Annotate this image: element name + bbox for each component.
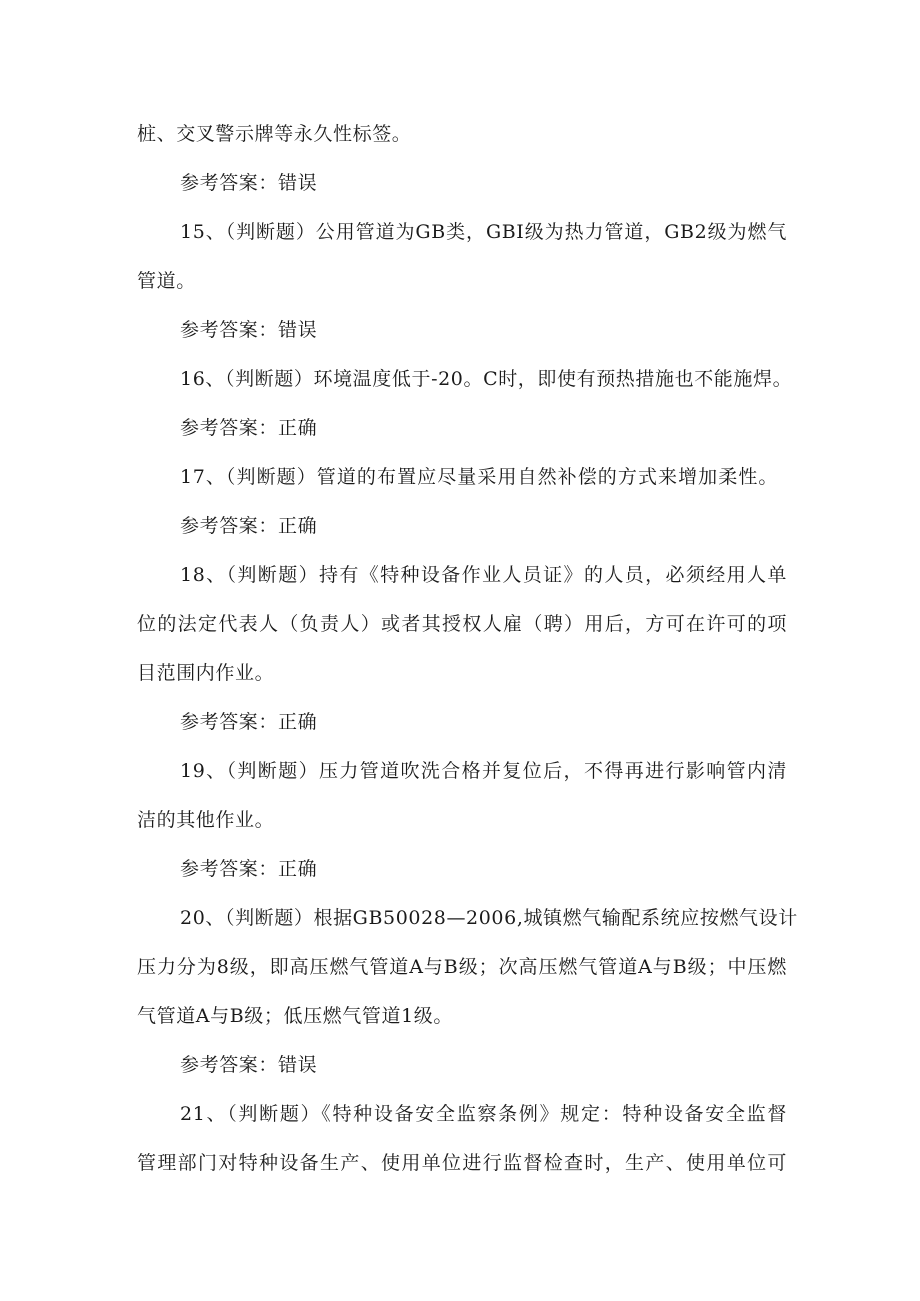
question-20-line-2: 压力分为8级，即高压燃气管道A与B级；次高压燃气管道A与B级；中压燃 [137, 956, 787, 978]
answer-line: 参考答案：正确 [180, 417, 318, 439]
question-16-line-1: 16、（判断题）环境温度低于-20。C时，即使有预热措施也不能施焊。 [180, 368, 793, 390]
answer-line: 参考答案：错误 [180, 319, 318, 341]
answer-line: 参考答案：错误 [180, 1054, 318, 1076]
answer-line: 参考答案：正确 [180, 711, 318, 733]
question-20-line-1: 20、（判断题）根据GB50028—2006,城镇燃气输配系统应按燃气设计 [180, 907, 798, 929]
question-21-line-1: 21、（判断题）《特种设备安全监察条例》规定：特种设备安全监督 [180, 1103, 787, 1125]
question-21-line-2: 管理部门对特种设备生产、使用单位进行监督检查时，生产、使用单位可 [137, 1152, 787, 1174]
text-line-continuation: 桩、交叉警示牌等永久性标签。 [137, 123, 412, 145]
answer-line: 参考答案：正确 [180, 515, 318, 537]
question-20-line-3: 气管道A与B级；低压燃气管道1级。 [137, 1005, 453, 1027]
question-19-line-2: 洁的其他作业。 [137, 809, 275, 831]
answer-line: 参考答案：正确 [180, 858, 318, 880]
question-18-line-3: 目范围内作业。 [137, 662, 275, 684]
question-17-line-1: 17、（判断题）管道的布置应尽量采用自然补偿的方式来增加柔性。 [180, 466, 778, 488]
answer-line: 参考答案：错误 [180, 172, 318, 194]
question-18-line-2: 位的法定代表人（负责人）或者其授权人雇（聘）用后，方可在许可的项 [137, 613, 787, 635]
question-15-line-1: 15、（判断题）公用管道为GB类，GBI级为热力管道，GB2级为燃气 [180, 221, 787, 243]
question-19-line-1: 19、（判断题）压力管道吹洗合格并复位后，不得再进行影响管内清 [180, 760, 787, 782]
question-18-line-1: 18、（判断题）持有《特种设备作业人员证》的人员，必须经用人单 [180, 564, 787, 586]
question-15-line-2: 管道。 [137, 270, 196, 292]
